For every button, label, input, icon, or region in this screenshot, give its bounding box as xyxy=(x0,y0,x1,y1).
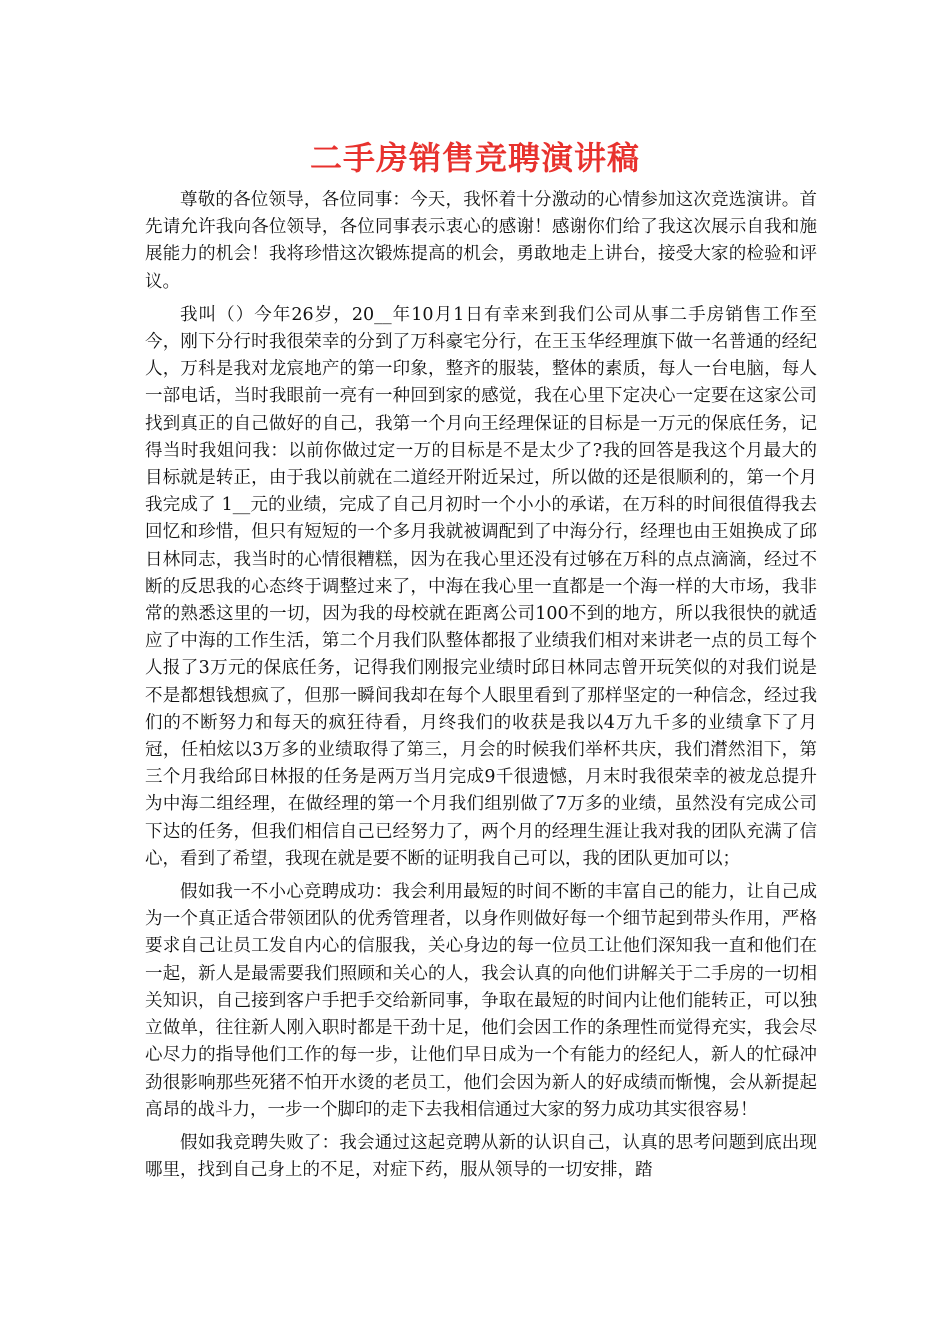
document-title: 二手房销售竞聘演讲稿 xyxy=(309,139,640,177)
paragraph-if-success: 假如我一不小心竞聘成功：我会利用最短的时间不断的丰富自己的能力，让自己成为一个真正适合带领团队的优秀管理者，以身作则做好每一个细节起到带头作用，严格要求自己让员工发自内心的信服我，关心身边的每一位员工让他们深知我一直和他们在一起，新人是最需要我们照顾和关心的人，我会认真的向他们讲解关于二手房的一切相关知识，自己接到客户手把手交给新同事，争取在最短的时间内让他们能转正，可以独立做单，往往新人刚入职时都是干劲十足，他们会因工作的条理性而觉得充实，我会尽心尽力的指导他们工作的每一步，让他们早日成为一个有能力的经纪人，新人的忙碌冲劲很影响那些死猪不怕开水烫的老员工，他们会因为新人的好成绩而惭愧，会从新提起高昂的战斗力，一步一个脚印的走下去我相信通过大家的努力成功其实很容易！ xyxy=(145,882,817,1120)
paragraph-greeting: 尊敬的各位领导，各位同事：今天，我怀着十分激动的心情参加这次竞选演讲。首先请允许我向各位领导，各位同事表示衷心的感谢！感谢你们给了我这次展示自我和施展能力的机会！我将珍惜这次锻炼提高的机会，勇敢地走上讲台，接受大家的检验和评议。 xyxy=(145,190,817,292)
document-body xyxy=(145,187,817,1190)
paragraph-experience: 我叫（）今年26岁，20__年10月1日有幸来到我们公司从事二手房销售工作至今，刚下分行时我很荣幸的分到了万科豪宅分行，在王玉华经理旗下做一名普通的经纪人，万科是我对龙宸地产的第一印象，整齐的服装，整体的素质，每人一台电脑，每人一部电话，当时我眼前一亮有一种回到家的感觉，我在心里下定决心一定要在这家公司找到真正的自己做好的自己，我第一个月向王经理保证的目标是一万元的保底任务，记得当时我姐问我：以前你做过定一万的目标是不是太少了?我的回答是我这个月最大的目标就是转正，由于我以前就在二道经开附近呆过，所以做的还是很顺利的，第一个月我完成了 1__元的业绩，完成了自己月初时一个小小的承诺，在万科的时间很值得我去回忆和珍惜，但只有短短的一个多月我就被调配到了中海分行，经理也由王姐换成了邱日林同志，我当时的心情很糟糕，因为在我心里还没有过够在万科的点点滴滴，经过不断的反思我的心态终于调整过来了，中海在我心里一直都是一个海一样的大市场，我非常的熟悉这里的一切，因为我的母校就在距离公司100不到的地方，所以我很快的就适应了中海的工作生活，第二个月我们队整体都报了业绩我们相对来讲老一点的员工每个人报了3万元的保底任务，记得我们刚报完业绩时邱日林同志曾开玩笑似的对我们说是不是都想钱想疯了，但那一瞬间我却在每个人眼里看到了那样坚定的一种信念，经过我们的不断努力和每天的疯狂待看，月终我们的收获是我以4万九千多的业绩拿下了月冠，任柏炫以3万多的业绩取得了第三，月会的时候我们举杯共庆，我们潸然泪下，第三个月我给邱日林报的任务是两万当月完成9千很遗憾，月末时我很荣幸的被龙总提升为中海二组经理，在做经理的第一个月我们组别做了7万多的业绩，虽然没有完成公司下达的任务，但我们相信自己已经努力了，两个月的经理生涯让我对我的团队充满了信心，看到了希望，我现在就是要不断的证明我自己可以，我的团队更加可以； xyxy=(145,304,817,869)
paragraph-if-failure: 假如我竞聘失败了：我会通过这起竞聘从新的认识自己，认真的思考问题到底出现哪里，找到自己身上的不足，对症下药，服从领导的一切安排，踏 xyxy=(145,1132,817,1181)
